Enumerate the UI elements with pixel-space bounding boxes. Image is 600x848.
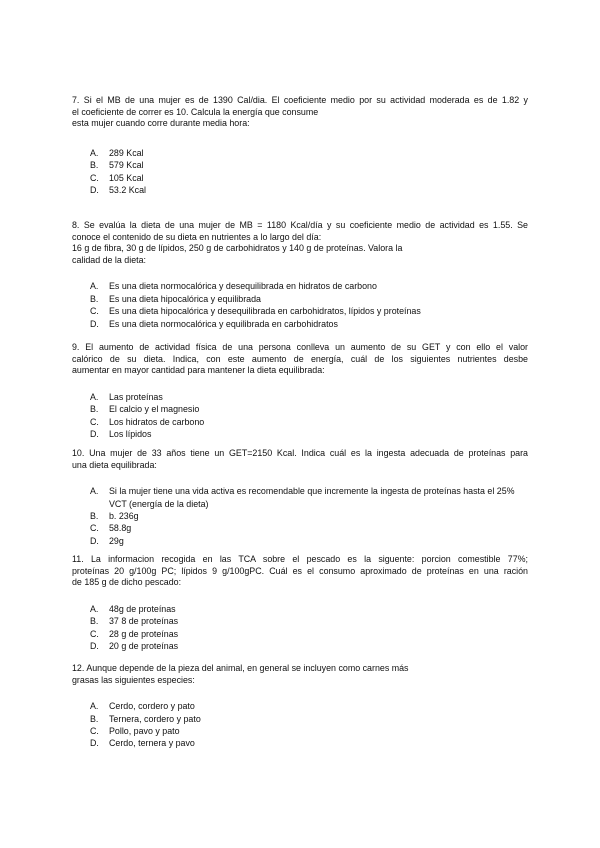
question-stem bbox=[72, 220, 528, 266]
stem-line: aumentar en mayor cantidad para mantener la dieta equilibrada: bbox=[72, 365, 325, 376]
options-list bbox=[72, 147, 528, 197]
option-c: C. 28 g de proteínas bbox=[90, 628, 179, 639]
stem-line: calidad de la dieta: bbox=[72, 254, 147, 265]
stem-line: 12. Aunque depende de la pieza del animal, en general se incluyen como carnes más bbox=[72, 663, 409, 673]
options-list bbox=[72, 603, 528, 653]
options-list bbox=[72, 485, 528, 547]
stem-line: 8. Se evalúa la dieta de una mujer de MB = 1180 Kcal/día y su coeficiente medio de actividad es 1.55. Se bbox=[72, 220, 528, 230]
option-a: A. Si la mujer tiene una vida activa es recomendable que incremente la ingesta de proteínas hasta el 25% VCT (energía de la dieta) bbox=[90, 486, 515, 509]
option-c: C. 58.8g bbox=[90, 523, 132, 534]
option-d: D. Cerdo, ternera y pavo bbox=[90, 738, 195, 749]
stem-line: conoce el contenido de su dieta en nutrientes a lo largo del día: bbox=[72, 231, 322, 242]
stem-line: calórico de su dieta. Indica, con este aumento de energía, cuál de los siguientes nutrientes desbe bbox=[72, 353, 528, 364]
option-a: A. Cerdo, cordero y pato bbox=[90, 701, 195, 712]
stem-line: grasas las siguientes especies: bbox=[72, 674, 195, 685]
stem-line: 9. El aumento de actividad física de una persona conlleva un aumento de su GET y con ello el valor bbox=[72, 342, 528, 352]
option-b: B. El calcio y el magnesio bbox=[90, 404, 200, 415]
option-d: D. 29g bbox=[90, 535, 124, 546]
stem-line: proteínas 20 g/100g PC; lípidos 9 g/100gPC. Cuál es el consumo aproximado de proteínas en una ración bbox=[72, 565, 528, 576]
question-9 bbox=[72, 342, 528, 440]
option-b: B. Es una dieta hipocalórica y equilibrada bbox=[90, 293, 261, 304]
option-a: A. 289 Kcal bbox=[90, 147, 144, 158]
option-b: B. Ternera, cordero y pato bbox=[90, 713, 201, 724]
question-8 bbox=[72, 220, 528, 330]
option-a: A. 48g de proteínas bbox=[90, 603, 176, 614]
stem-line: 11. La informacion recogida en las TCA sobre el pescado es la siguente: porcion comestible 77%; bbox=[72, 554, 528, 564]
option-a: A. Es una dieta normocalórica y desequilibrada en hidratos de carbono bbox=[90, 281, 377, 292]
question-stem bbox=[72, 554, 528, 589]
option-d: D. Los lípidos bbox=[90, 429, 152, 439]
stem-line: el coeficiente de correr es 10. Calcula la energía que consume bbox=[72, 106, 319, 117]
question-10 bbox=[72, 448, 528, 547]
option-c: C. Es una dieta hipocalórica y desequilibrada en carbohidratos, lípidos y proteínas bbox=[90, 306, 421, 317]
options-list bbox=[72, 700, 528, 750]
question-12 bbox=[72, 663, 528, 750]
question-stem bbox=[72, 448, 528, 471]
option-d: D. 53.2 Kcal bbox=[90, 185, 147, 195]
option-c: C. Pollo, pavo y pato bbox=[90, 726, 180, 736]
question-stem bbox=[72, 342, 528, 377]
options-list bbox=[72, 391, 528, 441]
stem-line: esta mujer cuando corre durante media hora: bbox=[72, 118, 250, 129]
question-11 bbox=[72, 554, 528, 652]
question-7 bbox=[72, 95, 528, 196]
option-b: B. 37 8 de proteínas bbox=[90, 616, 179, 627]
option-c: C. 105 Kcal bbox=[90, 172, 144, 183]
stem-line: una dieta equilibrada: bbox=[72, 459, 157, 470]
question-stem bbox=[72, 95, 528, 130]
option-a: A. Las proteínas bbox=[90, 391, 163, 402]
stem-line: 16 g de fibra, 30 g de lípidos, 250 g de carbohidratos y 140 g de proteínas. Valora la bbox=[72, 243, 403, 254]
option-c: C. Los hidratos de carbono bbox=[90, 416, 205, 427]
stem-line: 7. Si el MB de una mujer es de 1390 Cal/dia. El coeficiente medio por su actividad moderada es de 1.82 y bbox=[72, 95, 528, 105]
question-stem bbox=[72, 663, 528, 686]
options-list bbox=[72, 280, 528, 330]
option-d: D. 20 g de proteínas bbox=[90, 641, 179, 651]
option-b: B. b. 236g bbox=[90, 511, 139, 521]
stem-line: de 185 g de dicho pescado: bbox=[72, 577, 182, 588]
option-b: B. 579 Kcal bbox=[90, 160, 144, 171]
stem-line: 10. Una mujer de 33 años tiene un GET=2150 Kcal. Indica cuál es la ingesta adecuada de proteínas para bbox=[72, 448, 528, 458]
option-d: D. Es una dieta normocalórica y equilibrada en carbohidratos bbox=[90, 318, 338, 329]
